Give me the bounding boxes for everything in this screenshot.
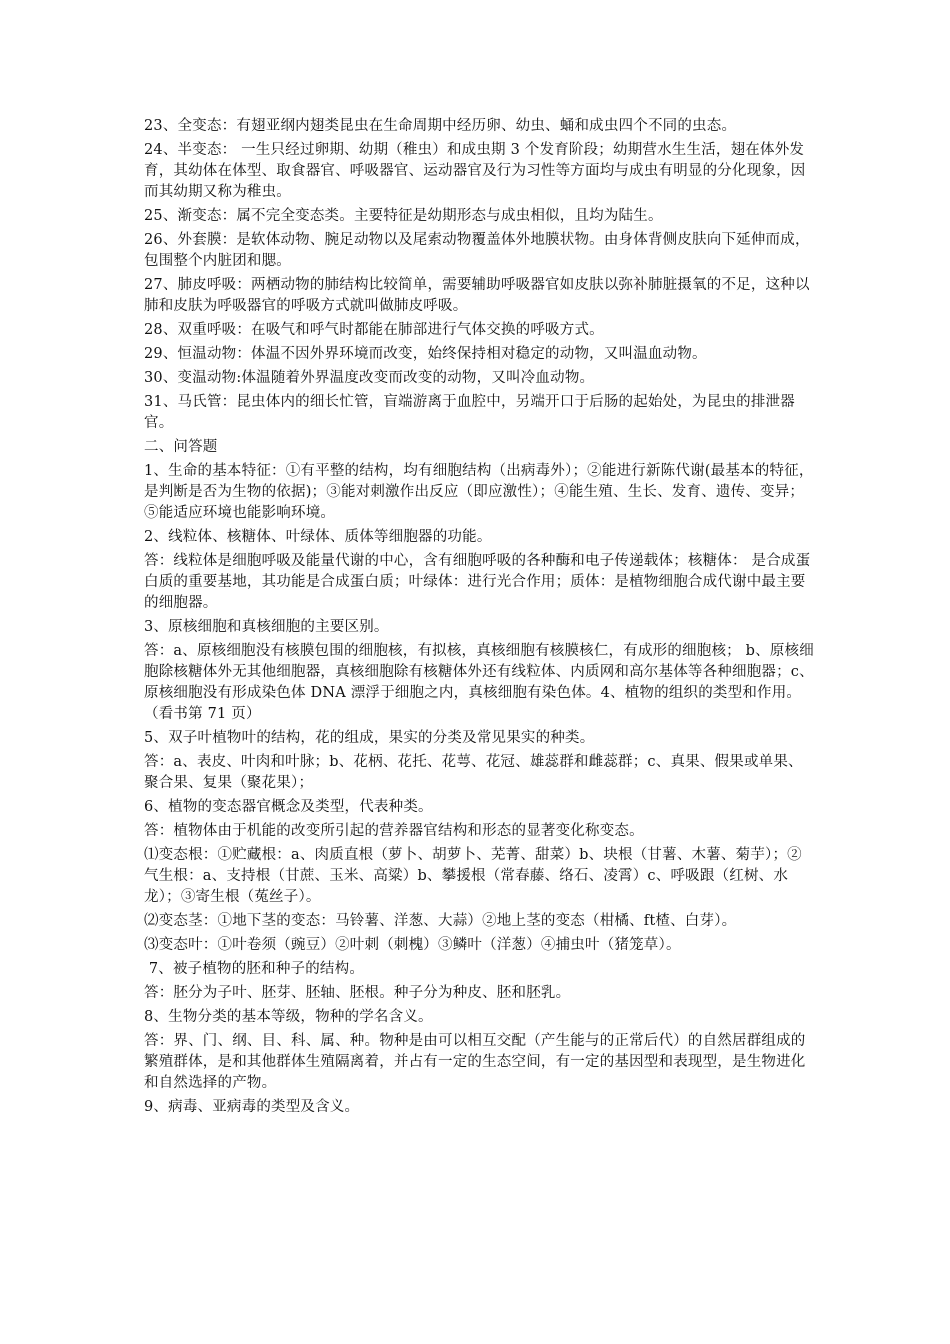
question-2: 2、线粒体、核糖体、叶绿体、质体等细胞器的功能。 <box>144 529 492 545</box>
question-9: 9、病毒、亚病毒的类型及含义。 <box>144 1099 360 1115</box>
answer-8: 答：界、门、纲、目、科、属、种。物种是由可以相互交配（产生能与的正常后代）的自然居群组成的繁殖群体，是和其他群体生殖隔离着，并占有一定的生态空间，有一定的基因型和表现型，是生物进化和自然选择的产物。 <box>144 1033 806 1091</box>
definition-27: 27、肺皮呼吸：两栖动物的肺结构比较简单，需要辅助呼吸器官如皮肤以弥补肺脏摄氧的不足，这种以肺和皮肤为呼吸器官的呼吸方式就叫做肺皮呼吸。 <box>144 277 810 314</box>
question-6: 6、植物的变态器官概念及类型，代表种类。 <box>144 799 433 815</box>
document-page <box>144 116 816 1118</box>
question-3: 3、原核细胞和真核细胞的主要区别。 <box>144 619 389 635</box>
answer-6-leaves: ⑶变态叶：①叶卷须（豌豆）②叶刺（刺槐）③鳞叶（洋葱）④捕虫叶（猪笼草）。 <box>144 937 681 953</box>
definition-26: 26、外套膜：是软体动物、腕足动物以及尾索动物覆盖体外地膜状物。由身体背侧皮肤向下延伸而成，包围整个内脏团和腮。 <box>144 232 810 269</box>
answer-5: 答：a、表皮、叶肉和叶脉；b、花柄、花托、花萼、花冠、雄蕊群和雌蕊群；c、真果、假果或单果、聚合果、复果（聚花果）； <box>144 754 803 791</box>
answer-7: 答：胚分为子叶、胚芽、胚轴、胚根。种子分为种皮、胚和胚乳。 <box>144 985 571 1001</box>
answer-3: 答：a、原核细胞没有核膜包围的细胞核，有拟核，真核细胞有核膜核仁，有成形的细胞核； b、原核细胞除核糖体外无其他细胞器，真核细胞除有核糖体外还有线粒体、内质网和高尔基体等各种细胞器；c、原核细胞没有形成染色体 DNA 漂浮于细胞之内，真核细胞有染色体。4、植物的组织的类型和作用。（看书第 71 页） <box>144 643 814 722</box>
question-5: 5、双子叶植物叶的结构，花的组成，果实的分类及常见果实的种类。 <box>144 730 595 746</box>
answer-6-stems: ⑵变态茎：①地下茎的变态：马铃薯、洋葱、大蒜）②地上茎的变态（柑橘、ft楂、白芽）。 <box>144 913 737 929</box>
definition-24: 24、半变态： 一生只经过卵期、幼期（稚虫）和成虫期 3 个发育阶段；幼期营水生生活，翅在体外发育，其幼体在体型、取食器官、呼吸器官、运动器官及行为习性等方面均与成虫有明显的分化现象，因而其幼期又称为稚虫。 <box>144 142 806 200</box>
question-1: 1、生命的基本特征：①有平整的结构，均有细胞结构（出病毒外）；②能进行新陈代谢(最基本的特征，是判断是否为生物的依据)；③能对刺激作出反应（即应激性）；④能生殖、生长、发育、遗传、变异；⑤能适应环境也能影响环境。 <box>144 463 814 521</box>
definition-30: 30、变温动物:体温随着外界温度改变而改变的动物，又叫冷血动物。 <box>144 370 595 386</box>
answer-6-roots: ⑴变态根：①贮藏根：a、肉质直根（萝卜、胡萝卜、芜菁、甜菜）b、块根（甘薯、木薯、菊芋）；②气生根：a、支持根（甘蔗、玉米、高粱）b、攀援根（常春藤、络石、凌霄）c、呼吸跟（红树、水龙）；③寄生根（菟丝子）。 <box>144 847 802 905</box>
question-7: 7、被子植物的胚和种子的结构。 <box>144 961 365 977</box>
answer-2: 答：线粒体是细胞呼吸及能量代谢的中心，含有细胞呼吸的各种酶和电子传递载体；核糖体： 是合成蛋白质的重要基地，其功能是合成蛋白质；叶绿体：进行光合作用；质体：是植物细胞合成代谢中最主要的细胞器。 <box>144 553 811 611</box>
definition-23: 23、全变态：有翅亚纲内翅类昆虫在生命周期中经历卵、幼虫、蛹和成虫四个不同的虫态。 <box>144 118 737 134</box>
section-heading-qa: 二、问答题 <box>144 439 218 455</box>
definition-29: 29、恒温动物：体温不因外界环境而改变，始终保持相对稳定的动物，又叫温血动物。 <box>144 346 707 362</box>
answer-6: 答：植物体由于机能的改变所引起的营养器官结构和形态的显著变化称变态。 <box>144 823 644 839</box>
question-8: 8、生物分类的基本等级，物种的学名含义。 <box>144 1009 433 1025</box>
definition-25: 25、渐变态：属不完全变态类。主要特征是幼期形态与成虫相似，且均为陆生。 <box>144 208 663 224</box>
definition-31: 31、马氏管：昆虫体内的细长忙管，盲端游离于血腔中，另端开口于后肠的起始处，为昆虫的排泄器官。 <box>144 394 795 431</box>
definition-28: 28、双重呼吸：在吸气和呼气时都能在肺部进行气体交换的呼吸方式。 <box>144 322 604 338</box>
